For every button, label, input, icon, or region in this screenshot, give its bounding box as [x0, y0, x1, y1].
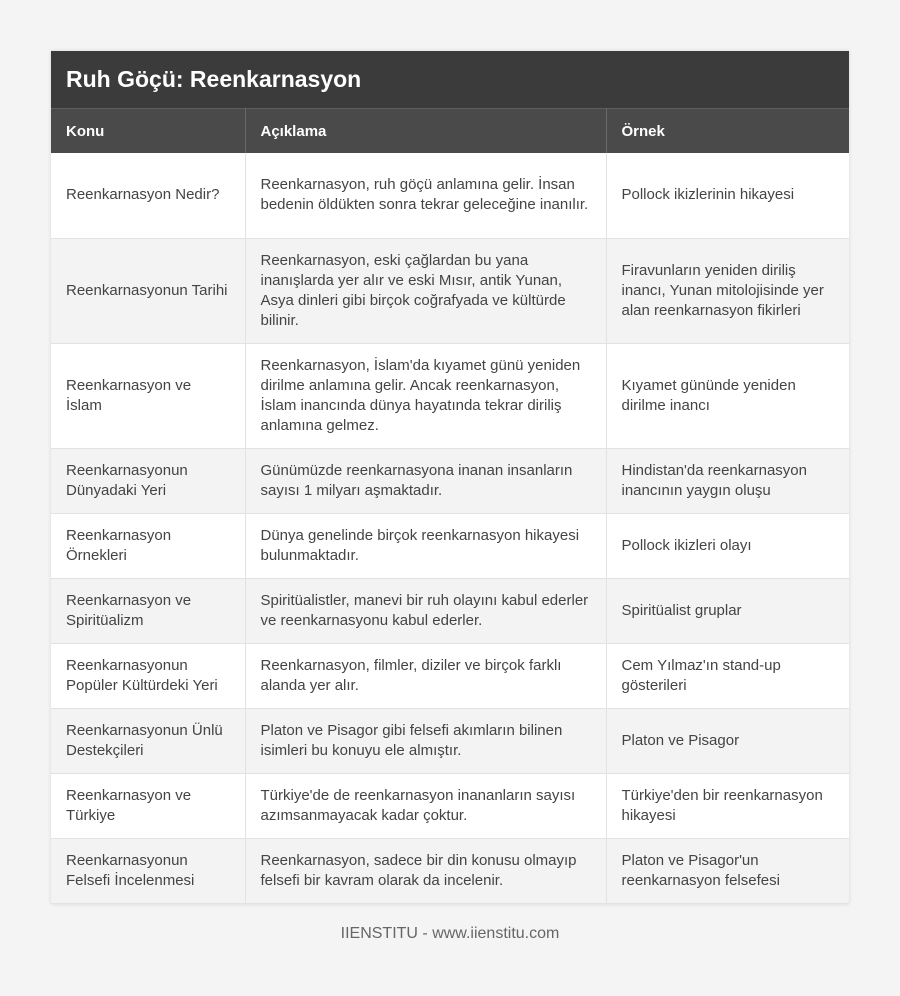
table-card: [51, 51, 849, 904]
table-row: [51, 153, 849, 238]
table-row: [51, 238, 849, 343]
table-row: [51, 448, 849, 513]
table-header-row: [51, 109, 849, 154]
column-header-description: Açıklama: [245, 109, 606, 154]
cell-description: Reenkarnasyon, eski çağlardan bu yana inanışlarda yer alır ve eski Mısır, antik Yunan, Asya dinleri gibi birçok coğrafyada ve kültürde bilinir.: [245, 238, 606, 343]
cell-topic: Reenkarnasyon Nedir?: [51, 153, 245, 238]
cell-topic: Reenkarnasyon Örnekleri: [51, 513, 245, 578]
table-row: [51, 343, 849, 448]
cell-example: Cem Yılmaz'ın stand-up gösterileri: [606, 643, 849, 708]
cell-description: Dünya genelinde birçok reenkarnasyon hikayesi bulunmaktadır.: [245, 513, 606, 578]
cell-example: Spiritüalist gruplar: [606, 578, 849, 643]
cell-topic: Reenkarnasyonun Ünlü Destekçileri: [51, 708, 245, 773]
cell-topic: Reenkarnasyon ve Türkiye: [51, 773, 245, 838]
cell-description: Spiritüalistler, manevi bir ruh olayını kabul ederler ve reenkarnasyonu kabul ederler.: [245, 578, 606, 643]
cell-example: Kıyamet gününde yeniden dirilme inancı: [606, 343, 849, 448]
cell-topic: Reenkarnasyon ve İslam: [51, 343, 245, 448]
table-row: [51, 513, 849, 578]
cell-description: Reenkarnasyon, filmler, diziler ve birçok farklı alanda yer alır.: [245, 643, 606, 708]
footer-credit: IIENSTITU - www.iienstitu.com: [340, 925, 560, 942]
cell-description: Reenkarnasyon, ruh göçü anlamına gelir. İnsan bedenin öldükten sonra tekrar geleceğine inanılır.: [245, 153, 606, 238]
data-table: [51, 108, 849, 904]
table-row: [51, 643, 849, 708]
cell-example: Hindistan'da reenkarnasyon inancının yaygın oluşu: [606, 448, 849, 513]
table-row: [51, 773, 849, 838]
cell-example: Pollock ikizleri olayı: [606, 513, 849, 578]
cell-description: Platon ve Pisagor gibi felsefi akımların bilinen isimleri bu konuyu ele almıştır.: [245, 708, 606, 773]
cell-topic: Reenkarnasyonun Popüler Kültürdeki Yeri: [51, 643, 245, 708]
table-row: [51, 578, 849, 643]
cell-topic: Reenkarnasyonun Dünyadaki Yeri: [51, 448, 245, 513]
cell-example: Platon ve Pisagor: [606, 708, 849, 773]
cell-topic: Reenkarnasyon ve Spiritüalizm: [51, 578, 245, 643]
column-header-example: Örnek: [606, 109, 849, 154]
cell-example: Platon ve Pisagor'un reenkarnasyon felsefesi: [606, 838, 849, 903]
cell-example: Pollock ikizlerinin hikayesi: [606, 153, 849, 238]
cell-description: Reenkarnasyon, İslam'da kıyamet günü yeniden dirilme anlamına gelir. Ancak reenkarnasyon, İslam inancında dünya hayatında tekrar diriliş anlamına gelmez.: [245, 343, 606, 448]
cell-example: Türkiye'den bir reenkarnasyon hikayesi: [606, 773, 849, 838]
cell-topic: Reenkarnasyonun Tarihi: [51, 238, 245, 343]
cell-description: Türkiye'de de reenkarnasyon inananların sayısı azımsanmayacak kadar çoktur.: [245, 773, 606, 838]
cell-example: Firavunların yeniden diriliş inancı, Yunan mitolojisinde yer alan reenkarnasyon fikirleri: [606, 238, 849, 343]
column-header-topic: Konu: [51, 109, 245, 154]
cell-description: Reenkarnasyon, sadece bir din konusu olmayıp felsefi bir kavram olarak da incelenir.: [245, 838, 606, 903]
table-row: [51, 838, 849, 903]
table-row: [51, 708, 849, 773]
page-title: Ruh Göçü: Reenkarnasyon: [51, 51, 849, 108]
cell-description: Günümüzde reenkarnasyona inanan insanların sayısı 1 milyarı aşmaktadır.: [245, 448, 606, 513]
cell-topic: Reenkarnasyonun Felsefi İncelenmesi: [51, 838, 245, 903]
